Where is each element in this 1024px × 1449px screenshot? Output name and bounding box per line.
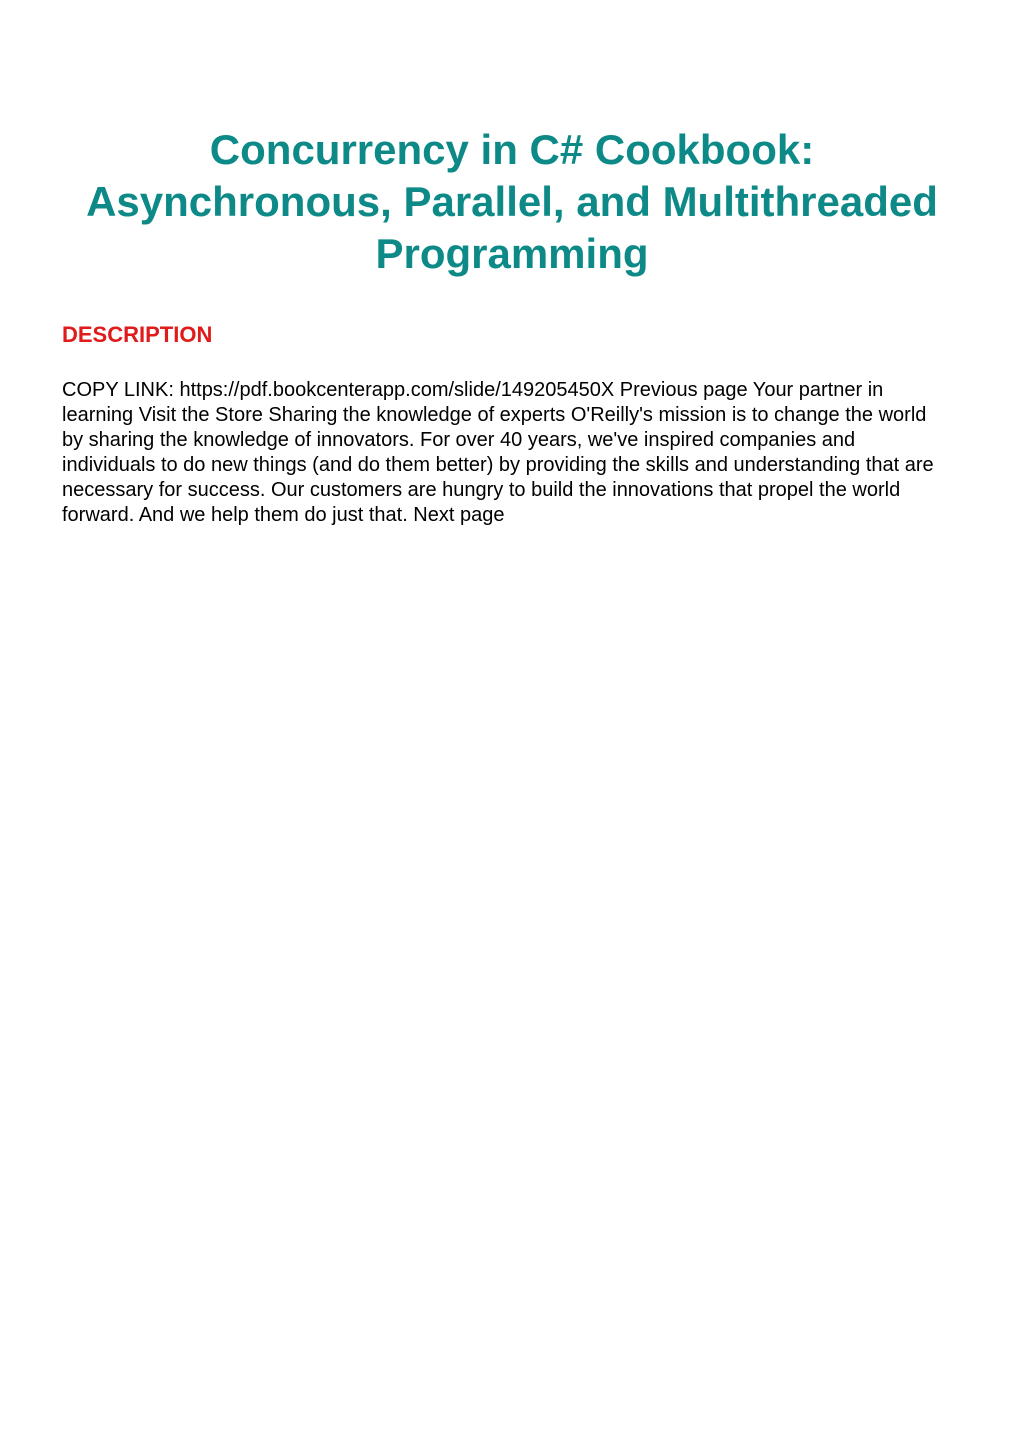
description-line-2: learning Visit the Store Sharing the knowledge of experts O'Reilly's mission is to change the world	[62, 404, 927, 426]
title-line-1: Concurrency in C# Cookbook:	[209, 126, 815, 173]
description-line-6: forward. And we help them do just that. Next page	[62, 504, 505, 526]
description-line-3: by sharing the knowledge of innovators. For over 40 years, we've inspired companies and	[62, 429, 856, 451]
title-line-2: Asynchronous, Parallel, and Multithreaded	[86, 178, 938, 225]
description-line-4: individuals to do new things (and do them better) by providing the skills and understanding that are	[62, 454, 934, 476]
description-line-1: COPY LINK: https://pdf.bookcenterapp.com/slide/149205450X Previous page Your partner in	[62, 379, 884, 401]
description-line-5: necessary for success. Our customers are hungry to build the innovations that propel the world	[62, 479, 901, 501]
document-title	[60, 124, 964, 280]
description-paragraph	[62, 378, 966, 528]
description-heading: DESCRIPTION	[62, 322, 213, 347]
title-line-3: Programming	[375, 230, 649, 277]
